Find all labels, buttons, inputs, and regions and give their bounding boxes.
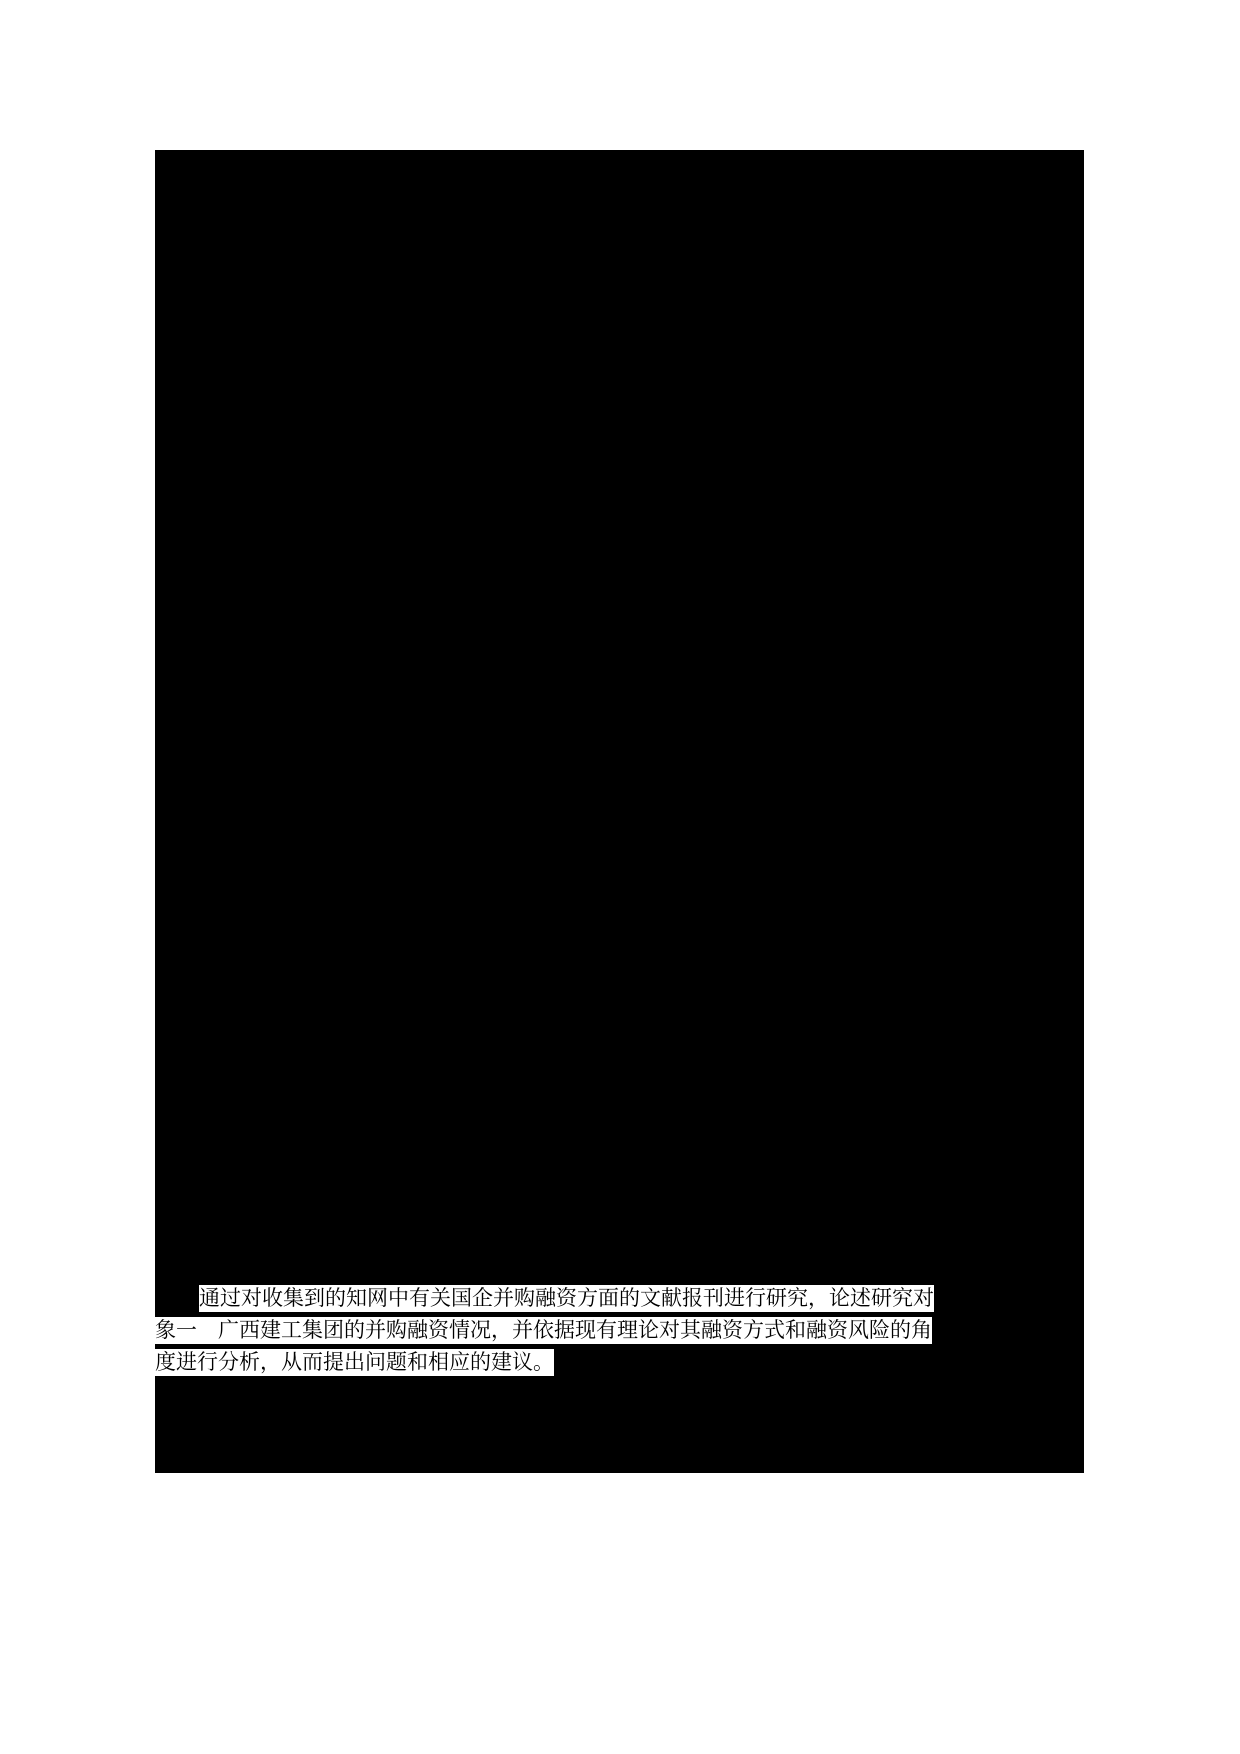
redacted-content-block <box>155 150 1084 1473</box>
body-text-block <box>155 1282 1084 1378</box>
body-text-line-2: 象一 广西建工集团的并购融资情况，并依据现有理论对其融资方式和融资风险的角 <box>155 1318 932 1342</box>
body-text-line-3: 度进行分析，从而提出问题和相应的建议。 <box>155 1350 554 1374</box>
body-text-line-1: 通过对收集到的知网中有关国企并购融资方面的文献报刊进行研究，论述研究对 <box>199 1286 934 1310</box>
